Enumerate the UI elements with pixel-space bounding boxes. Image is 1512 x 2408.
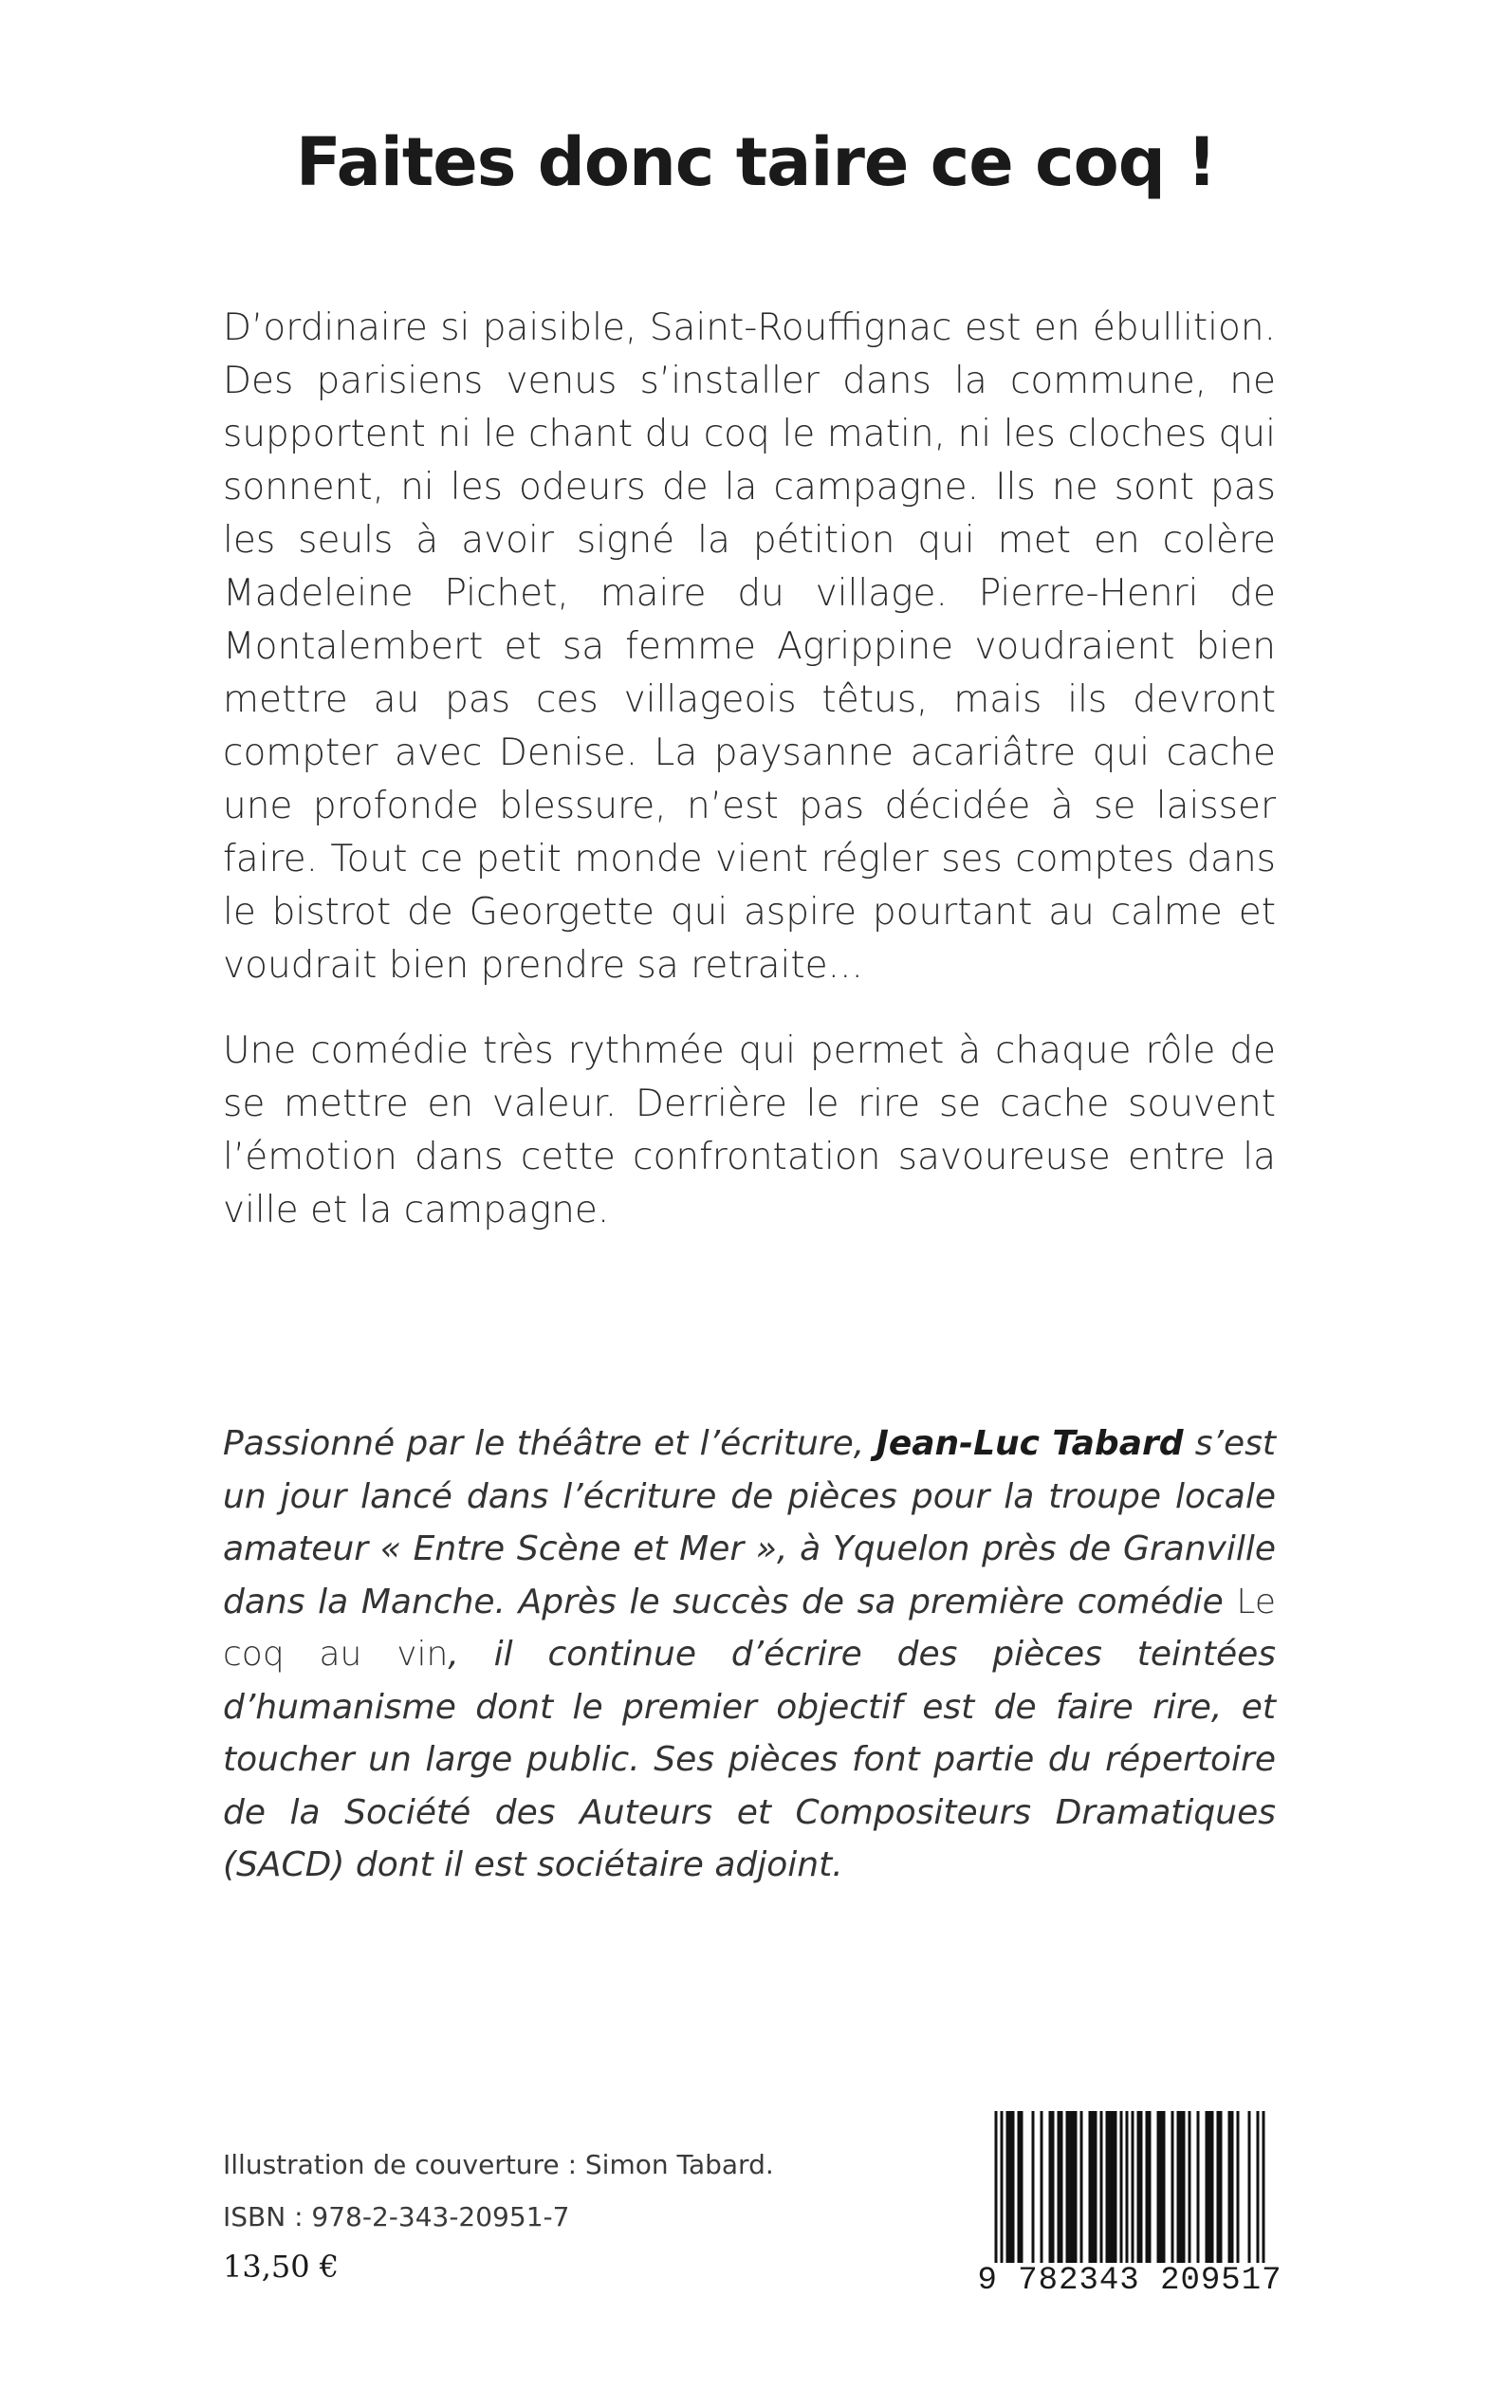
barcode-bar bbox=[1228, 2111, 1231, 2263]
barcode-digits: 9 782343 209517 bbox=[968, 2263, 1292, 2299]
bio-end-text: , il continue d’écrire des pièces teintées d’humanisme dont le premier objectif est de faire rire, et toucher un large public. Ses pièces font partie du répertoire de la Société des Auteurs et Compositeurs Dramatiques (SACD) dont il est sociétaire adjoint. bbox=[223, 1635, 1276, 1884]
illustration-credit: Illustration de couverture : Simon Tabard. bbox=[223, 2149, 774, 2180]
barcode-bar bbox=[1009, 2111, 1012, 2263]
barcode-bar bbox=[1089, 2111, 1092, 2263]
barcode bbox=[968, 2111, 1292, 2306]
barcode-bar bbox=[1001, 2111, 1004, 2277]
barcode-bars bbox=[968, 2111, 1292, 2277]
barcode-bar bbox=[1263, 2111, 1265, 2277]
barcode-bar bbox=[1021, 2111, 1023, 2263]
barcode-bar bbox=[1171, 2111, 1174, 2263]
barcode-bar bbox=[1160, 2111, 1163, 2263]
barcode-bar bbox=[1140, 2111, 1143, 2263]
barcode-bar bbox=[1066, 2111, 1069, 2263]
barcode-bar bbox=[1109, 2111, 1112, 2263]
barcode-bar bbox=[995, 2111, 998, 2277]
barcode-bar bbox=[1149, 2111, 1152, 2263]
barcode-bar bbox=[1012, 2111, 1015, 2263]
barcode-bar bbox=[1220, 2111, 1223, 2263]
barcode-bar bbox=[1211, 2111, 1214, 2263]
barcode-bar bbox=[1183, 2111, 1186, 2263]
barcode-bar bbox=[1006, 2111, 1009, 2263]
barcode-bar bbox=[1075, 2111, 1078, 2263]
barcode-bar bbox=[1126, 2111, 1129, 2277]
pitch-paragraph: Une comédie très rythmée qui permet à chaque rôle de se mettre en valeur. Derrière le rire se cache souvent l’émotion dans cette confrontation savoureuse entre la ville et la campagne. bbox=[223, 1029, 1276, 1232]
barcode-bar bbox=[1163, 2111, 1166, 2263]
barcode-bar bbox=[1100, 2111, 1103, 2263]
barcode-bar bbox=[1231, 2111, 1234, 2263]
barcode-bar bbox=[1018, 2111, 1021, 2263]
barcode-bar bbox=[1189, 2111, 1191, 2263]
bio-intro-text: Passionné par le théâtre et l’écriture, bbox=[223, 1424, 876, 1463]
bio-middle-text: s’est un jour lancé dans l’écriture de pièces pour la troupe locale amateur « Entre Scène et Mer », à Yquelon près de Granville dans la Manche. Après le succès de sa première comédie bbox=[223, 1424, 1276, 1621]
price-label: 13,50 € bbox=[223, 2249, 340, 2285]
barcode-bar bbox=[1106, 2111, 1109, 2263]
barcode-bar bbox=[1080, 2111, 1083, 2263]
barcode-bar bbox=[1132, 2111, 1134, 2277]
barcode-bar bbox=[1115, 2111, 1117, 2263]
barcode-bar bbox=[1257, 2111, 1260, 2277]
previous-work-title: Le coq au vin bbox=[223, 1582, 1276, 1674]
isbn-line: ISBN : 978-2-343-20951-7 bbox=[223, 2201, 570, 2232]
barcode-bar bbox=[1146, 2111, 1149, 2263]
barcode-bar bbox=[1206, 2111, 1208, 2263]
barcode-bar bbox=[1157, 2111, 1160, 2263]
barcode-bar bbox=[1058, 2111, 1060, 2263]
barcode-bar bbox=[1137, 2111, 1140, 2263]
barcode-bar bbox=[1041, 2111, 1043, 2263]
barcode-bar bbox=[1120, 2111, 1123, 2263]
barcode-bar bbox=[1052, 2111, 1055, 2263]
synopsis-paragraph: D’ordinaire si paisible, Saint-Rouffignac est en ébullition. Des parisiens venus s’installer dans la commune, ne supportent ni le chant du coq le matin, ni les cloches qui sonnent, ni les odeurs de la campagne. Ils ne sont pas les seuls à avoir signé la pétition qui met en colère Madeleine Pichet, maire du village. Pierre-Henri de Montalembert et sa femme Agrippine voudraient bien mettre au pas ces villageois têtus, mais ils devront compter avec Denise. La paysanne acariâtre qui cache une profonde blessure, n’est pas décidée à se laisser faire. Tout ce petit monde vient régler ses comptes dans le bistrot de Georgette qui aspire pourtant au calme et voudrait bien prendre sa retraite... bbox=[223, 306, 1276, 987]
barcode-bar bbox=[1208, 2111, 1211, 2263]
barcode-bar bbox=[1217, 2111, 1220, 2263]
barcode-bar bbox=[1092, 2111, 1095, 2263]
barcode-bar bbox=[1069, 2111, 1072, 2263]
barcode-bar bbox=[1095, 2111, 1097, 2263]
barcode-bar bbox=[1197, 2111, 1200, 2263]
author-name: Jean-Luc Tabard bbox=[876, 1424, 1184, 1463]
barcode-bar bbox=[1072, 2111, 1075, 2263]
author-bio-paragraph bbox=[223, 1417, 1276, 1892]
barcode-bar bbox=[1049, 2111, 1052, 2263]
barcode-bar bbox=[1112, 2111, 1115, 2263]
barcode-bar bbox=[1248, 2111, 1251, 2263]
barcode-bar bbox=[1060, 2111, 1063, 2263]
barcode-bar bbox=[1032, 2111, 1035, 2263]
credits-block bbox=[223, 2146, 774, 2251]
barcode-bar bbox=[1237, 2111, 1240, 2263]
barcode-bar bbox=[1177, 2111, 1180, 2263]
barcode-bar bbox=[1180, 2111, 1183, 2263]
book-title: Faites donc taire ce coq ! bbox=[295, 123, 1217, 201]
